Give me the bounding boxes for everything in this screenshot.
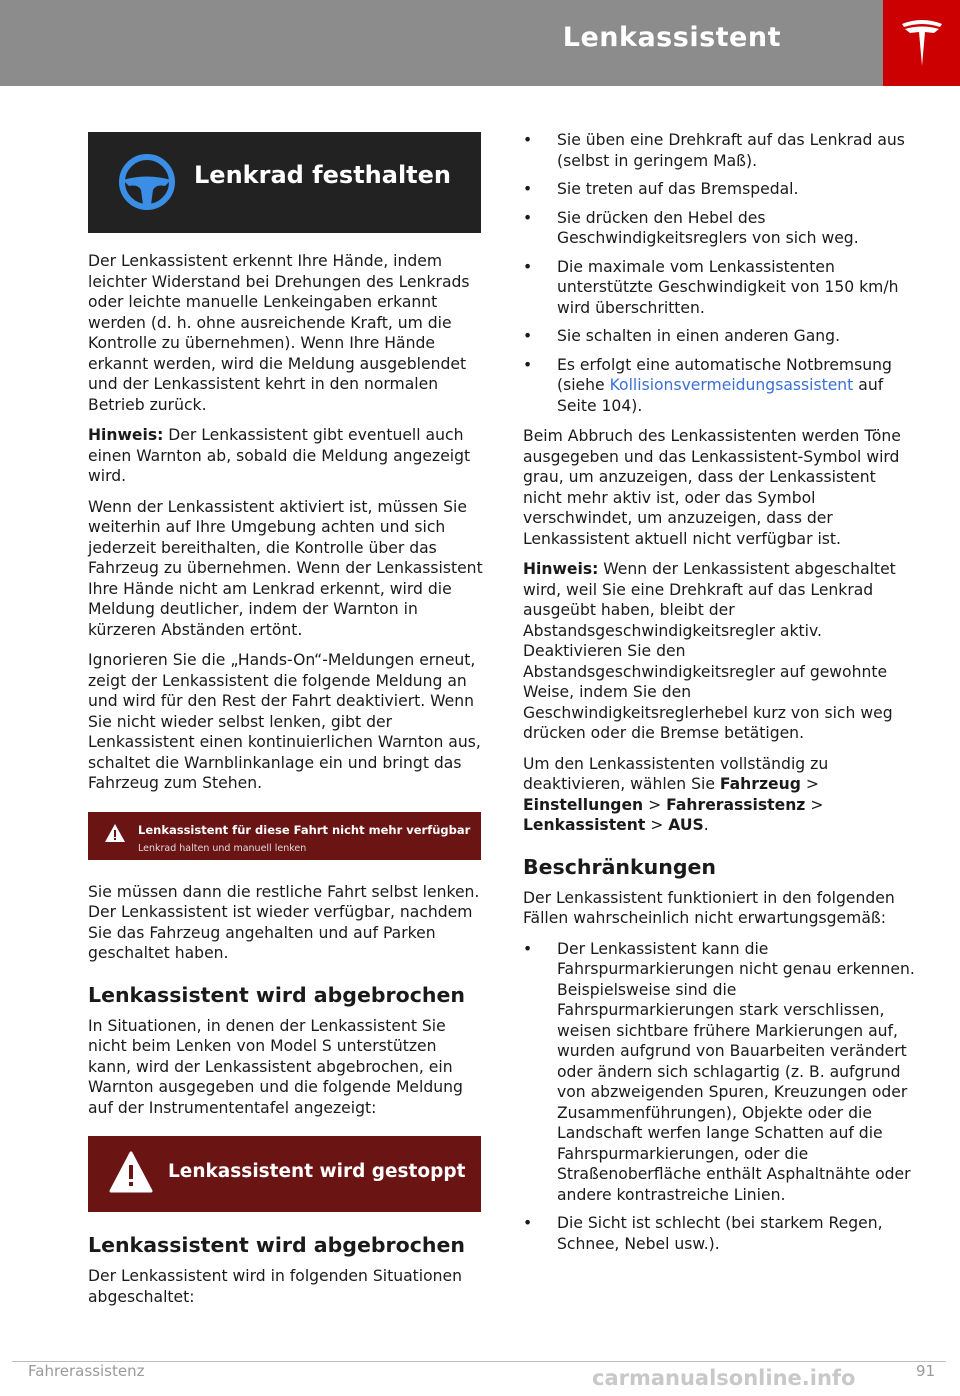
note-label: Hinweis: (88, 426, 164, 444)
note (523, 559, 918, 744)
list-item: • Sie treten auf das Bremspedal. (523, 179, 918, 200)
section-heading: Lenkassistent wird abgebrochen (88, 1233, 465, 1257)
list-item: • Sie drücken den Hebel des Geschwindigkeitsreglers von sich weg. (523, 208, 918, 249)
section-heading: Beschränkungen (523, 854, 717, 879)
menu-separator: > (805, 795, 824, 814)
menu-path-paragraph (523, 754, 918, 836)
paragraph: Der Lenkassistent funktioniert in den folgenden Fällen wahrscheinlich nicht erwartungsgemäß: (523, 888, 895, 927)
paragraph: Sie müssen dann die restliche Fahrt selbst lenken. Der Lenkassistent ist wieder verfügbar, nachdem Sie das Fahrzeug angehalten und auf Parken geschaltet haben. (88, 882, 480, 962)
page-header (0, 0, 883, 86)
unavailable-banner (88, 812, 481, 860)
paragraph: Beim Abbruch des Lenkassistenten werden Töne ausgegeben und das Lenkassistent-Symbol wird grau, um anzuzeigen, dass der Lenkassistent nicht mehr aktiv ist, oder das Symbol verschwindet, um anzuzeigen, dass der Lenkassistent aktuell nicht verfügbar ist. (523, 427, 901, 548)
header-title: Lenkassistent (562, 22, 781, 53)
paragraph: In Situationen, in denen der Lenkassistent Sie nicht beim Lenken von Model S unterstützen kann, wird der Lenkassistent abgebrochen, ein Warnton ausgegeben und die folgende Meldung auf der Instrumententafel angezeigt: (88, 1016, 463, 1117)
note-label: Hinweis: (523, 560, 599, 578)
footer-section: Fahrerassistenz (28, 1362, 145, 1380)
menu-separator: > (800, 775, 819, 793)
paragraph: Ignorieren Sie die „Hands-On“-Meldungen erneut, zeigt der Lenkassistent die folgende Meldung an und wird für den Rest der Fahrt deaktiviert. Wenn Sie nicht wieder selbst lenken, gibt der Lenkassistent einen kontinuierlichen Warnton aus, schaltet die Warnblinkanlage ein und bringt das Fahrzeug zum Stehen. (88, 651, 481, 792)
steer-hold-text: Lenkrad festhalten (194, 161, 452, 189)
list-item-text: auf Seite 104). (557, 376, 884, 415)
tesla-logo-icon (900, 18, 944, 68)
watermark: carmanualsonline.info (592, 1366, 856, 1390)
paragraph: Der Lenkassistent erkennt Ihre Hände, indem leichter Widerstand bei Drehungen des Lenkrads oder leichte manuelle Lenkeingaben erkannt werden (d. h. ohne ausreichende Kraft, um die Kontrolle zu übernehmen). Wenn Ihre Hände erkannt werden, wird die Meldung ausgeblendet und der Lenkassistent kehrt in den normalen Betrieb zurück. (88, 252, 470, 414)
page-number: 91 (916, 1362, 936, 1380)
paragraph-end: . (703, 816, 709, 834)
list-item-text: Es erfolgt eine automatische Notbremsung (siehe (557, 355, 892, 394)
footer-divider (12, 1361, 946, 1362)
abort-conditions-list (523, 130, 918, 416)
brand-logo (883, 0, 960, 86)
note-text: Wenn der Lenkassistent abgeschaltet wird, weil Sie eine Drehkraft auf das Lenkrad ausgeübt haben, bleibt der Abstandsgeschwindigkeitsregler aktiv. Deaktivieren Sie den Abstandsgeschwindigkeitsregler auf gewohnte Weise, indem Sie den Geschwindigkeitsreglerhebel kurz von sich weg drücken oder die Bremse betätigen. (523, 560, 896, 742)
list-item: • Die Sicht ist schlecht (bei starkem Regen, Schnee, Nebel usw.). (523, 1213, 918, 1254)
stopped-text: Lenkassistent wird gestoppt (168, 1161, 466, 1182)
unavailable-subtitle: Lenkrad halten und manuell lenken (138, 842, 307, 854)
section-heading: Lenkassistent wird abgebrochen (88, 982, 465, 1007)
menu-separator: > (643, 795, 667, 814)
left-column (88, 132, 484, 1317)
list-item: • Sie üben eine Drehkraft auf das Lenkrad aus (selbst in geringem Maß). (523, 130, 918, 171)
unavailable-title: Lenkassistent für diese Fahrt nicht mehr verfügbar (138, 822, 471, 837)
paragraph: Wenn der Lenkassistent aktiviert ist, müssen Sie weiterhin auf Ihre Umgebung achten und sich jederzeit bereithalten, die Kontrolle über das Fahrzeug zu übernehmen. Wenn der Lenkassistent Ihre Hände nicht am Lenkrad erkennt, wird die Meldung deutlicher, indem der Warnton in kürzeren Abständen ertönt. (88, 497, 483, 639)
steering-wheel-icon (118, 153, 176, 211)
right-column (523, 130, 918, 1264)
stopped-banner (88, 1136, 481, 1212)
paragraph: Der Lenkassistent wird in folgenden Situationen abgeschaltet: (88, 1267, 462, 1306)
menu-path-item: Fahrerassistenz (666, 795, 806, 814)
menu-path-item: Lenkassistent (523, 816, 646, 834)
menu-path-item: Einstellungen (523, 795, 644, 814)
list-item: • Sie schalten in einen anderen Gang. (523, 326, 918, 347)
limitations-list (523, 939, 918, 1255)
paragraph-text: Um den Lenkassistenten vollständig zu deaktivieren, wählen Sie (523, 754, 829, 793)
menu-path-item: Fahrzeug (719, 775, 801, 793)
menu-path-item: AUS (668, 816, 704, 834)
warning-icon (104, 823, 126, 843)
list-item: • Die maximale vom Lenkassistenten unterstützte Geschwindigkeit von 150 km/h wird überschritten. (523, 257, 918, 319)
list-item (523, 355, 918, 417)
menu-separator: > (645, 816, 669, 834)
warning-icon (109, 1151, 153, 1193)
collision-avoidance-link[interactable]: Kollisionsvermeidungsassistent (609, 376, 854, 394)
note (88, 425, 484, 487)
steer-hold-banner (88, 132, 481, 233)
note-text: Der Lenkassistent gibt eventuell auch einen Warnton ab, sobald die Meldung angezeigt wird. (88, 426, 471, 485)
list-item: • Der Lenkassistent kann die Fahrspurmarkierungen nicht genau erkennen. Beispielsweise sind die Fahrspurmarkierungen stark verschlissen, weisen sichtbare frühere Markierungen auf, wurden aufgrund von Bauarbeiten verändert oder ändern sich schlagartig (z. B. aufgrund von abzweigenden Spuren, Kreuzungen oder Zusammenführungen), Objekte oder die Landschaft werfen lange Schatten auf die Fahrspurmarkierungen, oder die Straßenoberfläche enthält Asphaltnähte oder andere kontrastreiche Linien. (523, 939, 918, 1206)
